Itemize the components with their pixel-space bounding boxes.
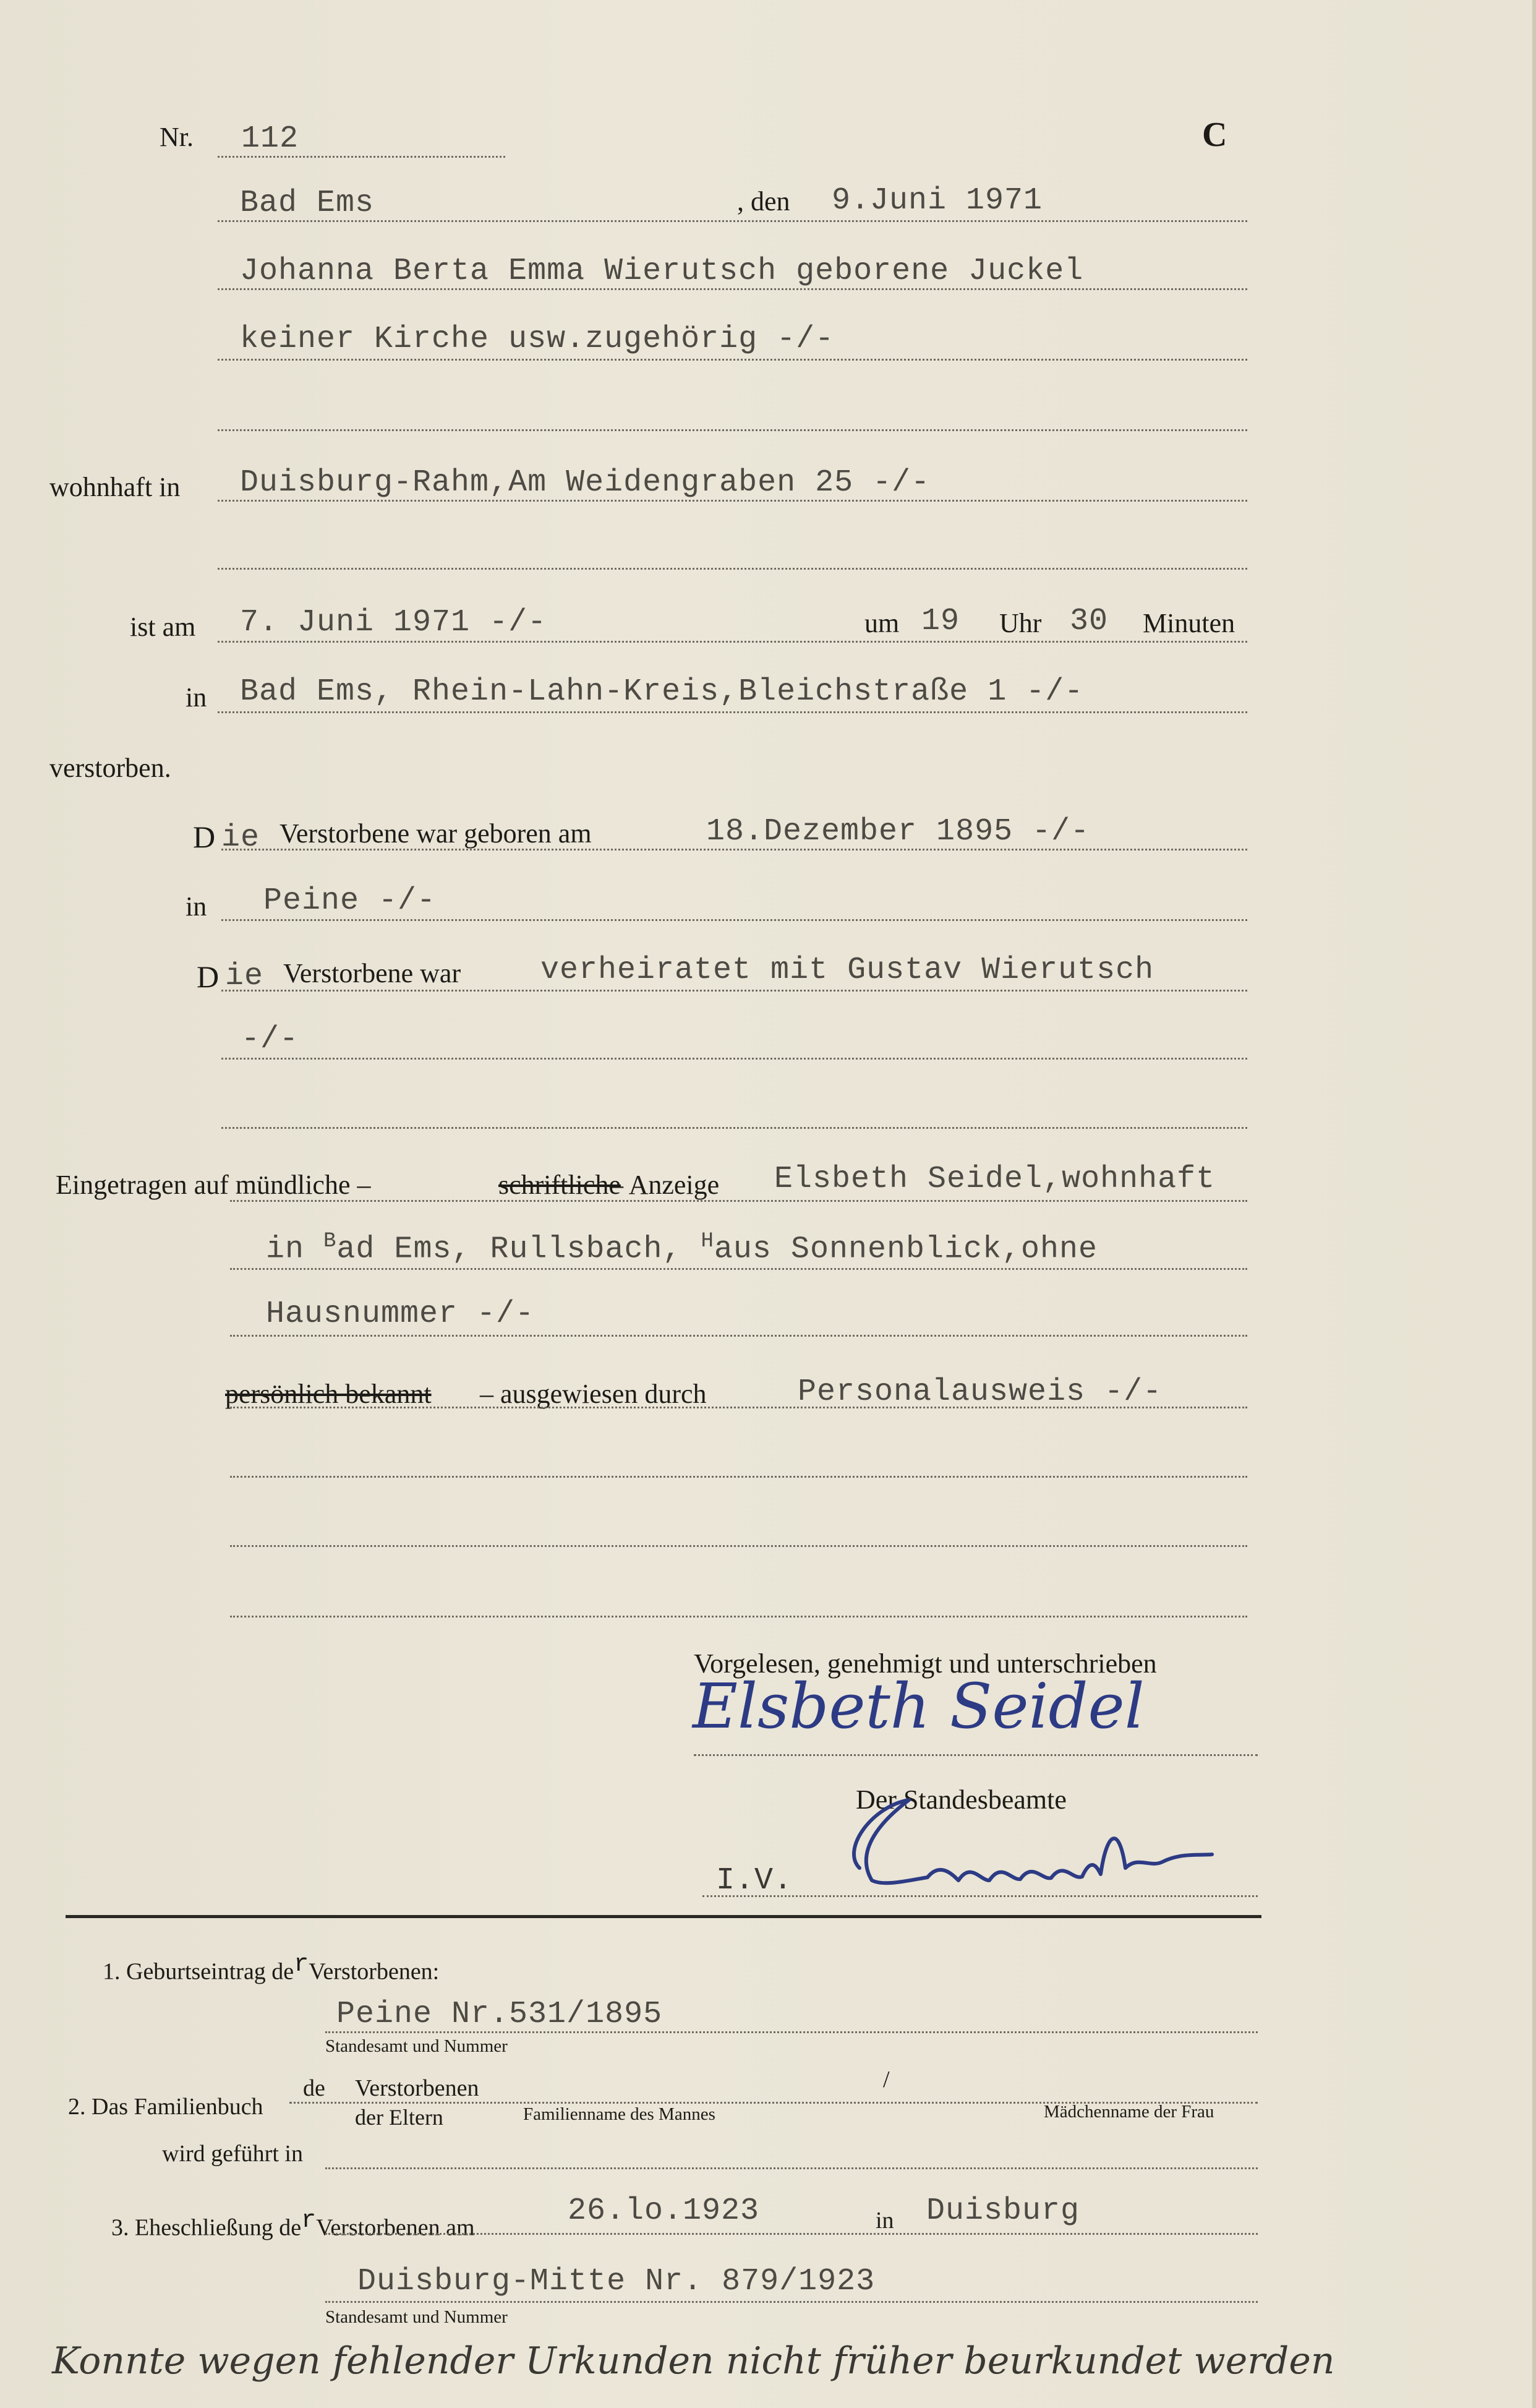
form-letter: C: [1202, 116, 1227, 154]
minuten-label: Minuten: [1143, 608, 1235, 638]
blank-line-6: [230, 1616, 1247, 1617]
minute-value: 30: [1070, 604, 1109, 639]
informant-line-1-rule: [230, 1200, 1247, 1202]
nr-line: [218, 156, 505, 158]
hour-value: 19: [921, 604, 960, 639]
standesbeamte-label: Der Standesbeamte: [856, 1785, 1067, 1815]
persoenlich-bekannt-label: persönlich bekannt: [225, 1379, 432, 1409]
marital-line: [221, 990, 1247, 992]
eingetragen-label: Eingetragen auf mündliche –: [56, 1170, 371, 1200]
item2-eltern: der Eltern: [355, 2105, 443, 2130]
official-signature: [816, 1794, 1224, 1899]
uhr-label: Uhr: [999, 608, 1042, 638]
item1-line: [325, 2031, 1258, 2033]
birth-prefix-ie: ie: [221, 820, 260, 855]
blank-line-3: [221, 1127, 1247, 1129]
marital-line-2: [221, 1058, 1247, 1060]
marital-label: Verstorbene war: [283, 958, 461, 988]
marital-status-cont: -/-: [241, 1022, 299, 1057]
birth-prefix-d: D: [193, 820, 216, 854]
informant-signature-line: [694, 1754, 1258, 1756]
informant-line-1: Elsbeth Seidel,wohnhaft: [774, 1162, 1216, 1197]
birth-place-in-label: in: [186, 891, 207, 922]
item2-caption-mann: Familienname des Mannes: [523, 2104, 715, 2124]
page-edge: [1532, 0, 1536, 2408]
item2-caption-frau: Mädchenname der Frau: [1044, 2102, 1214, 2122]
ausgewiesen-label: – ausgewiesen durch: [480, 1379, 707, 1409]
deceased-name: Johanna Berta Emma Wierutsch geborene Juckel: [240, 254, 1084, 289]
informant-line-3: Hausnummer -/-: [266, 1296, 535, 1332]
item1-caption: Standesamt und Nummer: [325, 2036, 508, 2056]
informant-line-3-rule: [230, 1335, 1247, 1337]
death-date-line: [218, 641, 1247, 643]
item3-label: 3. Eheschließung $de^rVerstorbenen$ am: [111, 2207, 475, 2241]
religion-value: keiner Kirche usw.zugehörig -/-: [240, 322, 835, 357]
item2-slash: /: [883, 2067, 890, 2093]
informant-signature: Elsbeth Seidel: [693, 1670, 1145, 1742]
blank-line-2: [218, 568, 1247, 570]
item3-caption: Standesamt und Nummer: [325, 2307, 508, 2327]
item2-wird-label: wird geführt in: [162, 2141, 303, 2167]
date-value: 9.Juni 1971: [832, 183, 1043, 218]
iv-label: I.V.: [716, 1863, 793, 1898]
residence-line: [218, 500, 1247, 502]
blank-line-4: [230, 1476, 1247, 1478]
birth-place-line: [221, 919, 1247, 921]
nr-value: 112: [241, 121, 299, 156]
item3-value-line: [325, 2301, 1258, 2303]
death-place-in-label: in: [186, 682, 207, 713]
section-separator: [66, 1915, 1261, 1918]
marital-prefix-ie: ie: [225, 959, 264, 994]
nr-label: Nr.: [160, 122, 194, 152]
informant-line-2: in $^B$ad Ems, Rullsbach, $^H$aus Sonnenblick,ohne: [266, 1230, 1098, 1267]
verstorben-label: verstorben.: [49, 753, 171, 783]
item3-date: 26.lo.1923: [568, 2193, 760, 2229]
birth-date-line: [221, 849, 1247, 851]
birth-label: Verstorbene war geboren am: [279, 818, 592, 849]
item3-value: Duisburg-Mitte Nr. 879/1923: [357, 2264, 876, 2299]
id-document-value: Personalausweis -/-: [798, 1374, 1163, 1410]
blank-line-1: [218, 429, 1247, 431]
death-date-value: 7. Juni 1971 -/-: [240, 605, 547, 640]
den-label: , den: [737, 186, 790, 216]
item2-label: 2. Das Familienbuch: [68, 2094, 263, 2120]
item3-in-label: in: [876, 2208, 894, 2234]
marital-status-value: verheiratet mit Gustav Wierutsch: [540, 953, 1154, 988]
handwritten-note: Konnte wegen fehlender Urkunden nicht früher beurkundet werden: [52, 2339, 1335, 2383]
schriftliche-label: schriftliche: [498, 1170, 621, 1200]
item2-verstorbenen: Verstorbenen: [355, 2075, 479, 2101]
place-value: Bad Ems: [240, 186, 375, 221]
um-label: um: [864, 608, 900, 638]
name-line: [218, 288, 1247, 290]
item2-wird-line: [325, 2167, 1258, 2169]
informant-line-2-rule: [230, 1268, 1247, 1270]
residence-value: Duisburg-Rahm,Am Weidengraben 25 -/-: [240, 465, 931, 500]
item1-label: 1. Geburtseintrag $de^rVerstorbenen$:: [103, 1951, 440, 1985]
birth-date-value: 18.Dezember 1895 -/-: [706, 814, 1090, 849]
item2-de: de: [303, 2075, 325, 2101]
item1-value: Peine Nr.531/1895: [336, 1997, 663, 2032]
marital-prefix-d: D: [197, 959, 220, 994]
vorgelesen-label: Vorgelesen, genehmigt und unterschrieben: [694, 1648, 1157, 1679]
death-place-line: [218, 711, 1247, 713]
item3-line: [325, 2233, 1258, 2235]
blank-line-5: [230, 1545, 1247, 1547]
religion-line: [218, 359, 1247, 361]
anzeige-label: – Anzeige: [610, 1170, 720, 1200]
id-document-line: [230, 1407, 1247, 1408]
item3-place: Duisburg: [926, 2193, 1080, 2229]
residence-label: wohnhaft in: [49, 472, 181, 502]
death-place-value: Bad Ems, Rhein-Lahn-Kreis,Bleichstraße 1 -/-: [240, 674, 1084, 709]
birth-place-value: Peine -/-: [263, 883, 437, 919]
death-date-label: ist am: [130, 612, 196, 642]
official-signature-line: [702, 1895, 1258, 1897]
place-date-line: [218, 220, 1247, 222]
